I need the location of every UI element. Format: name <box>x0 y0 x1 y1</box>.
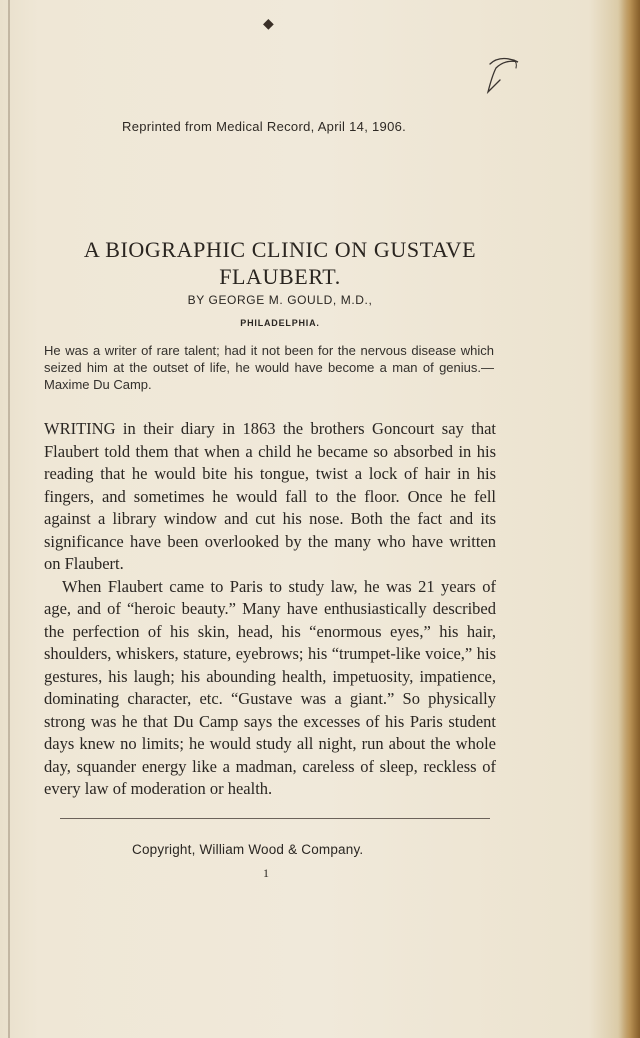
page-stained-edge <box>618 0 640 1038</box>
reprint-notice: Reprinted from Medical Record, April 14, 1906. <box>122 119 407 134</box>
page-number: 1 <box>263 866 269 880</box>
handwritten-mark <box>480 50 530 100</box>
ornament-icon: ◆ <box>263 17 274 32</box>
footnote-rule <box>60 818 490 819</box>
copyright-notice: Copyright, William Wood & Company. <box>132 842 364 857</box>
article-byline: BY GEORGE M. GOULD, M.D., <box>187 293 373 307</box>
body-paragraph: When Flaubert came to Paris to study law, he was 21 years of age, and of “heroic beauty.” Many have enthusiastically described the perfection of his skin, head, his “enormous eyes,” his hair, shoulders, whiskers, stature, eyebrows; his “trumpet-like voice,” his gestures, his laugh; his abounding health, impetuosity, impatience, dominating character, etc. “Gustave was a giant.” So physically strong was he that Du Camp says the excesses of his Paris student days knew no limits; he would study all night, run about the whole day, squander energy like a madman, careless of sleep, reckless of every law of moderation or health. <box>44 576 496 798</box>
article-body <box>44 418 496 801</box>
article-title: A BIOGRAPHIC CLINIC ON GUSTAVE FLAUBERT. <box>83 237 477 289</box>
body-paragraph: WRITING in their diary in 1863 the brothers Goncourt say that Flaubert told them that when a child he became so absorbed in his reading that he would bite his tongue, twist a lock of hair in his fingers, and sometimes he would fall to the floor. Once he fell against a library window and cut his nose. Both the fact and its significance have been overlooked by the many who have written on Flaubert. <box>44 419 496 573</box>
page-binding-edge <box>8 0 10 1038</box>
epigraph-quote: He was a writer of rare talent; had it not been for the nervous disease which seized him at the outset of life, he would have become a man of genius.—Maxime Du Camp. <box>44 343 494 392</box>
author-location: PHILADELPHIA. <box>240 318 320 328</box>
